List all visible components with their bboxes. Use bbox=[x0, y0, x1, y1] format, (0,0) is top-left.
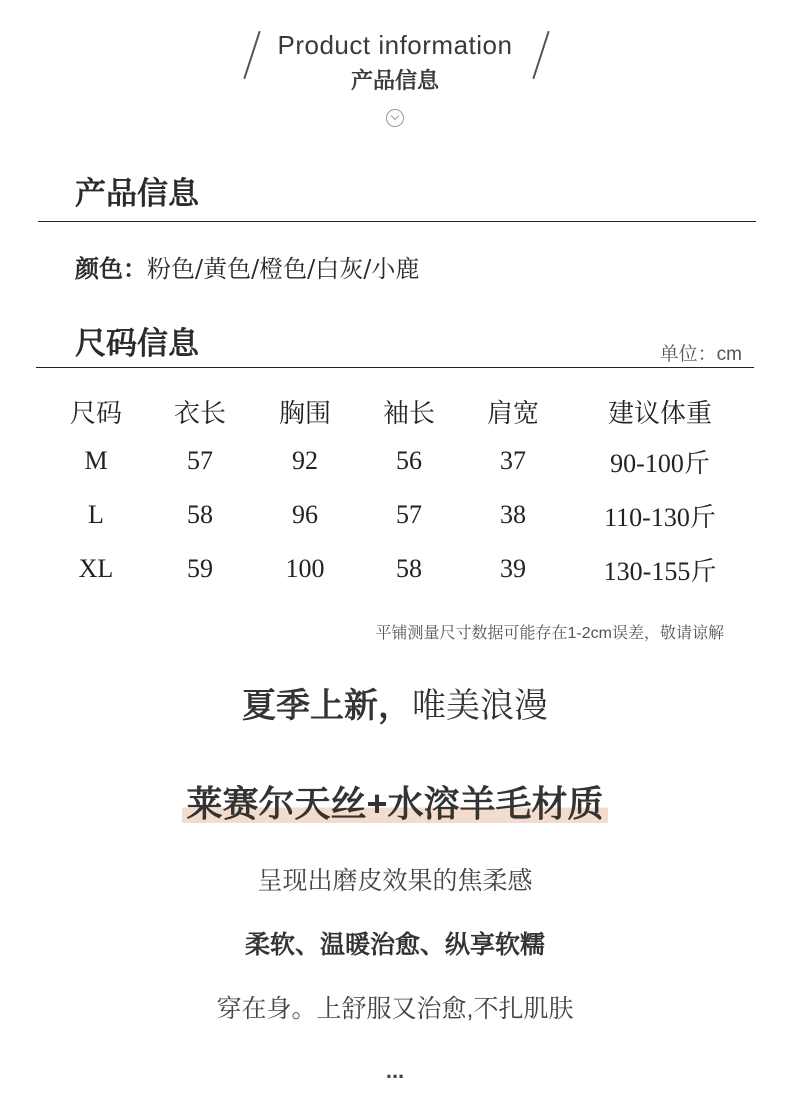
header-title-cn: 产品信息 bbox=[350, 68, 439, 93]
col-header: 衣长 bbox=[173, 398, 226, 429]
promo-line-3: 呈现出磨皮效果的焦柔感 bbox=[257, 867, 533, 895]
table-cell: 39 bbox=[500, 554, 526, 583]
material-highlight-wrap bbox=[0, 776, 790, 827]
product-section-title: 产品信息 bbox=[75, 176, 199, 212]
promo-line-4: 柔软、温暖治愈、纵享软糯 bbox=[244, 931, 545, 959]
table-cell: 38 bbox=[500, 500, 526, 529]
col-header: 袖长 bbox=[382, 398, 435, 429]
col-header: 建议体重 bbox=[607, 398, 712, 429]
table-cell: 37 bbox=[500, 446, 526, 475]
promo-line-5: 穿在身。上舒服又治愈,不扎肌肤 bbox=[216, 995, 574, 1023]
table-cell: 130-155斤 bbox=[603, 556, 717, 586]
table-cell: 58 bbox=[187, 500, 213, 529]
size-section-title: 尺码信息 bbox=[75, 326, 199, 362]
table-cell: 96 bbox=[292, 500, 318, 529]
colors-label: 颜色： bbox=[75, 254, 147, 283]
table-cell: M bbox=[84, 446, 108, 475]
table-cell: 58 bbox=[396, 554, 422, 583]
table-cell: 57 bbox=[396, 500, 422, 529]
unit-label: 单位：cm bbox=[659, 344, 742, 365]
measurement-note: 平铺测量尺寸数据可能存在1-2cm误差，敬请谅解 bbox=[375, 625, 724, 642]
col-header: 肩宽 bbox=[486, 398, 539, 429]
table-row bbox=[45, 488, 755, 542]
col-header: 胸围 bbox=[278, 398, 331, 429]
table-cell: 92 bbox=[292, 446, 318, 475]
colors-value: 粉色/黄色/橙色/白灰/小鹿 bbox=[147, 255, 420, 283]
size-table bbox=[45, 388, 755, 596]
header-title-en: Product information bbox=[277, 30, 513, 60]
table-cell: 59 bbox=[187, 554, 213, 583]
table-cell: 110-130斤 bbox=[604, 502, 716, 532]
promo-ellipsis: ... bbox=[385, 1058, 405, 1083]
table-cell: 90-100斤 bbox=[610, 448, 710, 478]
promo-headline-rest: 唯美浪漫 bbox=[412, 687, 548, 725]
size-divider bbox=[36, 367, 754, 368]
promo-headline bbox=[0, 678, 790, 727]
promo-headline-bold: 夏季上新， bbox=[242, 687, 412, 725]
table-row bbox=[45, 434, 755, 488]
table-row bbox=[45, 542, 755, 596]
col-header: 尺码 bbox=[69, 398, 122, 429]
size-table-header bbox=[45, 388, 755, 434]
table-cell: 100 bbox=[285, 554, 325, 583]
table-cell: 57 bbox=[187, 446, 213, 475]
table-cell: L bbox=[88, 500, 104, 529]
product-divider bbox=[38, 221, 756, 222]
table-cell: 56 bbox=[396, 446, 422, 475]
material-highlight: 莱赛尔天丝+水溶羊毛材质 bbox=[182, 776, 607, 827]
table-cell: XL bbox=[78, 554, 114, 583]
chevron-down-icon bbox=[386, 109, 404, 127]
colors-line bbox=[75, 249, 419, 284]
